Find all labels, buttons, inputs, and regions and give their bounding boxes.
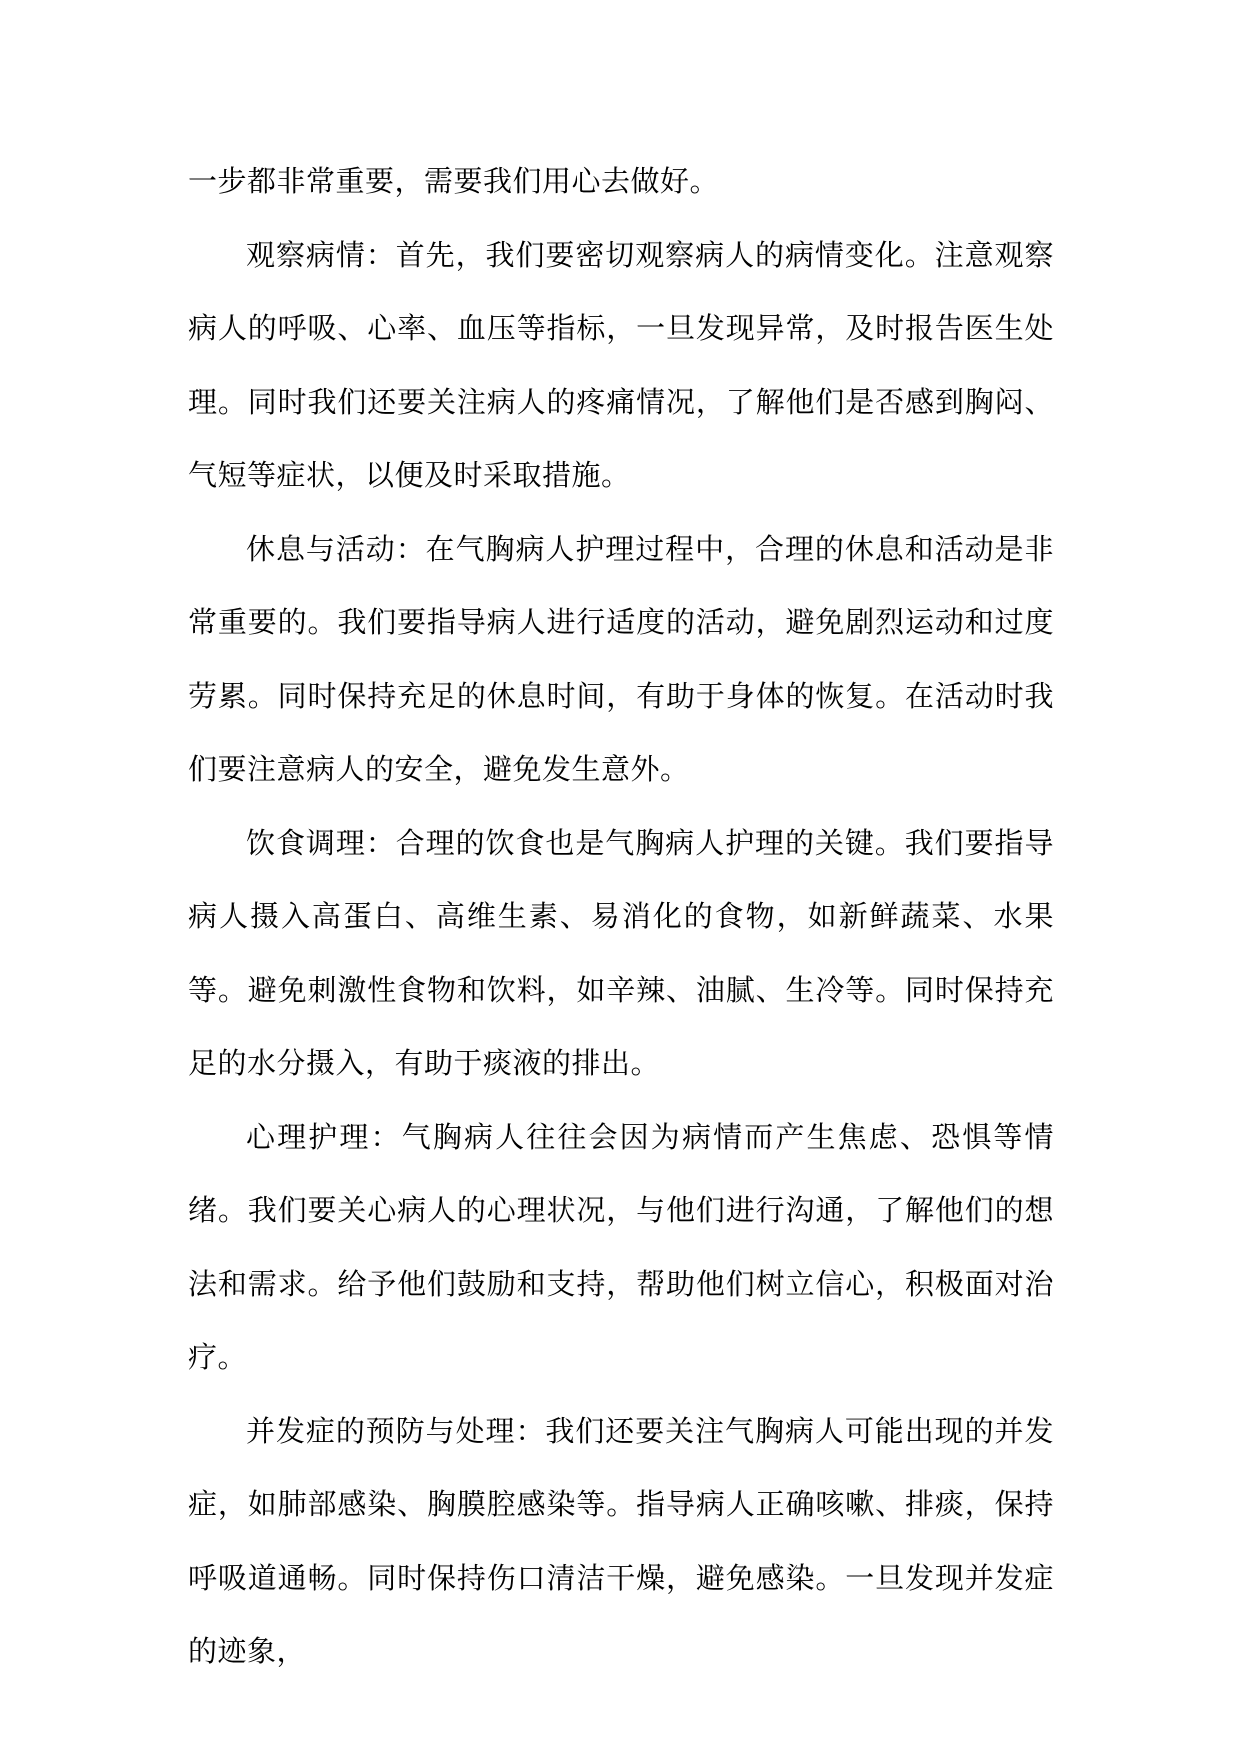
paragraph-rest-activity: 休息与活动：在气胸病人护理过程中，合理的休息和活动是非常重要的。我们要指导病人进行适度的活动，避免剧烈运动和过度劳累。同时保持充足的休息时间，有助于身体的恢复。在活动时我们要注意病人的安全，避免发生意外。 <box>188 531 1054 786</box>
paragraph-observe-condition: 观察病情：首先，我们要密切观察病人的病情变化。注意观察病人的呼吸、心率、血压等指标，一旦发现异常，及时报告医生处理。同时我们还要关注病人的疼痛情况，了解他们是否感到胸闷、气短等症状，以便及时采取措施。 <box>188 237 1054 492</box>
document-body <box>188 145 1054 1689</box>
paragraph-complications: 并发症的预防与处理：我们还要关注气胸病人可能出现的并发症，如肺部感染、胸膜腔感染等。指导病人正确咳嗽、排痰，保持呼吸道通畅。同时保持伤口清洁干燥，避免感染。一旦发现并发症的迹象， <box>188 1413 1054 1668</box>
paragraph-continued: 一步都非常重要，需要我们用心去做好。 <box>188 164 720 198</box>
paragraph-psychological-care: 心理护理：气胸病人往往会因为病情而产生焦虑、恐惧等情绪。我们要关心病人的心理状况，与他们进行沟通，了解他们的想法和需求。给予他们鼓励和支持，帮助他们树立信心，积极面对治疗。 <box>188 1119 1054 1374</box>
paragraph-diet: 饮食调理：合理的饮食也是气胸病人护理的关键。我们要指导病人摄入高蛋白、高维生素、易消化的食物，如新鲜蔬菜、水果等。避免刺激性食物和饮料，如辛辣、油腻、生冷等。同时保持充足的水分摄入，有助于痰液的排出。 <box>188 825 1054 1080</box>
